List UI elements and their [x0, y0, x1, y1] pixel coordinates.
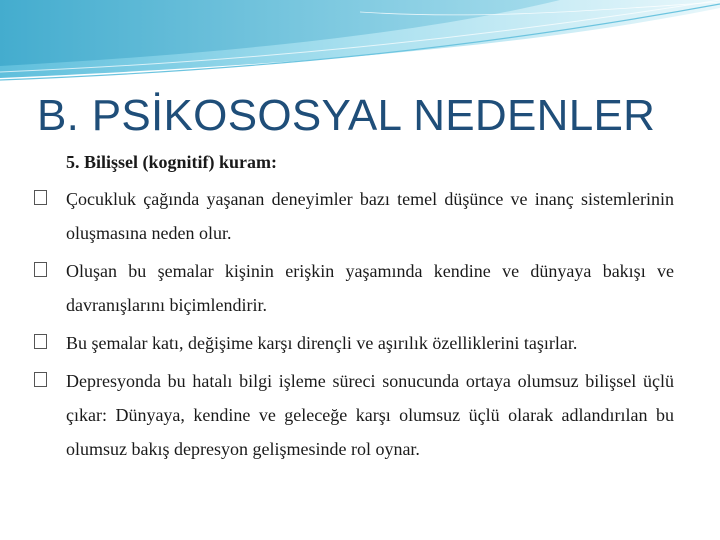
bullet-item	[28, 364, 674, 466]
bullet-item	[28, 326, 674, 360]
bullet-list	[28, 182, 674, 470]
bullet-text: Bu şemalar katı, değişime karşı dirençli ve aşırılık özelliklerini taşırlar.	[66, 333, 578, 353]
bullet-text: Çocukluk çağında yaşanan deneyimler bazı temel düşünce ve inanç sistemlerinin oluşmasına neden olur.	[66, 189, 674, 243]
slide-title: B. PSİKOSOSYAL NEDENLER	[37, 91, 656, 140]
bullet-text: Depresyonda bu hatalı bilgi işleme süreci sonucunda ortaya olumsuz bilişsel üçlü çıkar: Dünyaya, kendine ve geleceğe karşı olumsuz üçlü olarak adlandırılan bu olumsuz bakış depresyon gelişmesinde rol oynar.	[66, 371, 674, 459]
bullet-text: Oluşan bu şemalar kişinin erişkin yaşamında kendine ve dünyaya bakışı ve davranışlarını biçimlendirir.	[66, 261, 674, 315]
slide-subtitle: 5. Bilişsel (kognitif) kuram:	[66, 152, 278, 172]
bullet-box-icon	[34, 190, 47, 205]
bullet-item	[28, 182, 674, 250]
bullet-box-icon	[34, 334, 47, 349]
bullet-box-icon	[34, 372, 47, 387]
bullet-item	[28, 254, 674, 322]
header-wave-decoration	[0, 0, 720, 90]
bullet-box-icon	[34, 262, 47, 277]
